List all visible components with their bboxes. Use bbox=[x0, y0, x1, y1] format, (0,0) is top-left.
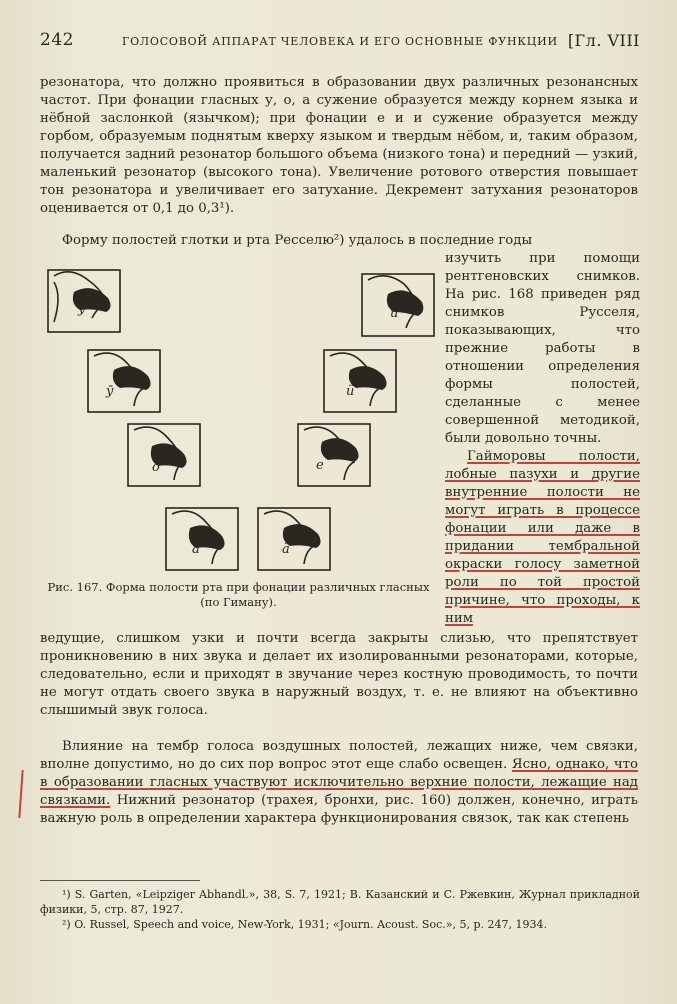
paragraph-2-first-line: Форму полостей глотки и рта Ресселю²) удалось в последние годы bbox=[62, 233, 533, 248]
figure-167 bbox=[40, 252, 440, 577]
panel-label-ae: ӓ bbox=[282, 542, 290, 557]
paragraph-2-start bbox=[40, 232, 638, 250]
footnote-1: ¹) S. Garten, «Leipziger Abhandl.», 38, S. 7, 1921; В. Казанский и С. Ржевкин, Журнал прикладной физики, 5, стр. 87, 1927. bbox=[40, 888, 640, 916]
running-title: ГОЛОСОВОЙ АППАРАТ ЧЕЛОВЕКА И ЕГО ОСНОВНЫЕ ФУНКЦИИ bbox=[122, 35, 558, 48]
paragraph-2-continued bbox=[40, 630, 638, 720]
footnotes bbox=[40, 880, 640, 932]
paragraph-3-part-c: Нижний резонатор (трахея, бронхи, рис. 160) должен, конечно, играть важную роль в определении характера функционирования связок, так как степень bbox=[40, 793, 638, 826]
panel-label-ei: ӥ bbox=[346, 384, 355, 399]
chapter-label: [Гл. VIII bbox=[567, 31, 640, 50]
paragraph-2-side-text: изучить при помощи рентгеновских снимков. На рис. 168 приведен ряд снимков Русселя, показывающих, что прежние работы в отношении определения формы полостей, сделанные с менее совершенной методикой, были довольно точны. bbox=[445, 251, 640, 446]
paragraph-2-continued-body: ведущие, слишком узки и почти всегда закрыты слизью, что препятствует проникновению в них звука и делает их изолированными резонаторами, которые, следовательно, если и приходят в звучание через костную проводимость, то почти не могут отдать своего звука в наружный воздух, т. е. не влияют на объективно слышимый звук голоса. bbox=[40, 631, 638, 718]
figure-caption: Рис. 167. Форма полости рта при фонации различных гласных (по Гиману). bbox=[47, 580, 430, 609]
panel-label-y-macron: ӯ bbox=[106, 384, 114, 399]
page-number: 242 bbox=[40, 30, 74, 50]
page-header bbox=[40, 30, 640, 58]
paragraph-3-text bbox=[40, 738, 638, 828]
panel-label-a: а bbox=[192, 542, 200, 557]
figure-167-drawing bbox=[40, 252, 440, 577]
panel-label-i: и bbox=[390, 306, 399, 321]
paragraph-2-side-column bbox=[445, 250, 640, 628]
paragraph-3-part-a: Влияние на тембр голоса воздушных полостей, лежащих ниже, чем связки, вполне допустимо, но до сих пор вопрос этот еще слабо освещен. bbox=[40, 739, 638, 772]
paragraph-2b-side-text: Гайморовы полости, лобные пазухи и другие внутренние полости не могут играть в процессе фонации или даже в придании тембральной окраски голосу заметной роли по той простой причине, что проходы, к ним bbox=[445, 449, 640, 626]
footnote-2: ²) O. Russel, Speech and voice, New-York, 1931; «Journ. Acoust. Soc.», 5, p. 247, 1934. bbox=[62, 918, 547, 931]
paragraph-3-part-b-underlined: Ясно, однако, что в образовании гласных участвуют исключительно верхние полости, лежащие над связками. bbox=[40, 757, 638, 808]
paragraph-1 bbox=[40, 74, 638, 218]
paragraph-3 bbox=[40, 738, 638, 828]
paragraph-1-text: резонатора, что должно проявиться в образовании двух различных резонансных частот. При фонации гласных у, о, а сужение образуется между корнем языка и нёбной заслонкой (язычком); при фонации е и и сужение образуется между горбом, образуемым поднятым кверху языком и твердым нёбом, и, таким образом, получается задний резонатор большого объема (низкого тона) и передний — узкий, маленький резонатор (высокого тона). Увеличение ротового отверстия повышает тон резонатора и увеличивает его затухание. Декремент затухания резонаторов оценивается от 0,1 до 0,3¹). bbox=[40, 75, 638, 216]
pencil-margin-mark bbox=[18, 770, 23, 818]
panel-label-e: е bbox=[316, 458, 324, 473]
panel-label-y: у bbox=[78, 302, 86, 317]
panel-label-o: о bbox=[152, 460, 160, 475]
paragraph-2-continued-text bbox=[40, 630, 638, 720]
footnote-rule bbox=[40, 880, 200, 881]
